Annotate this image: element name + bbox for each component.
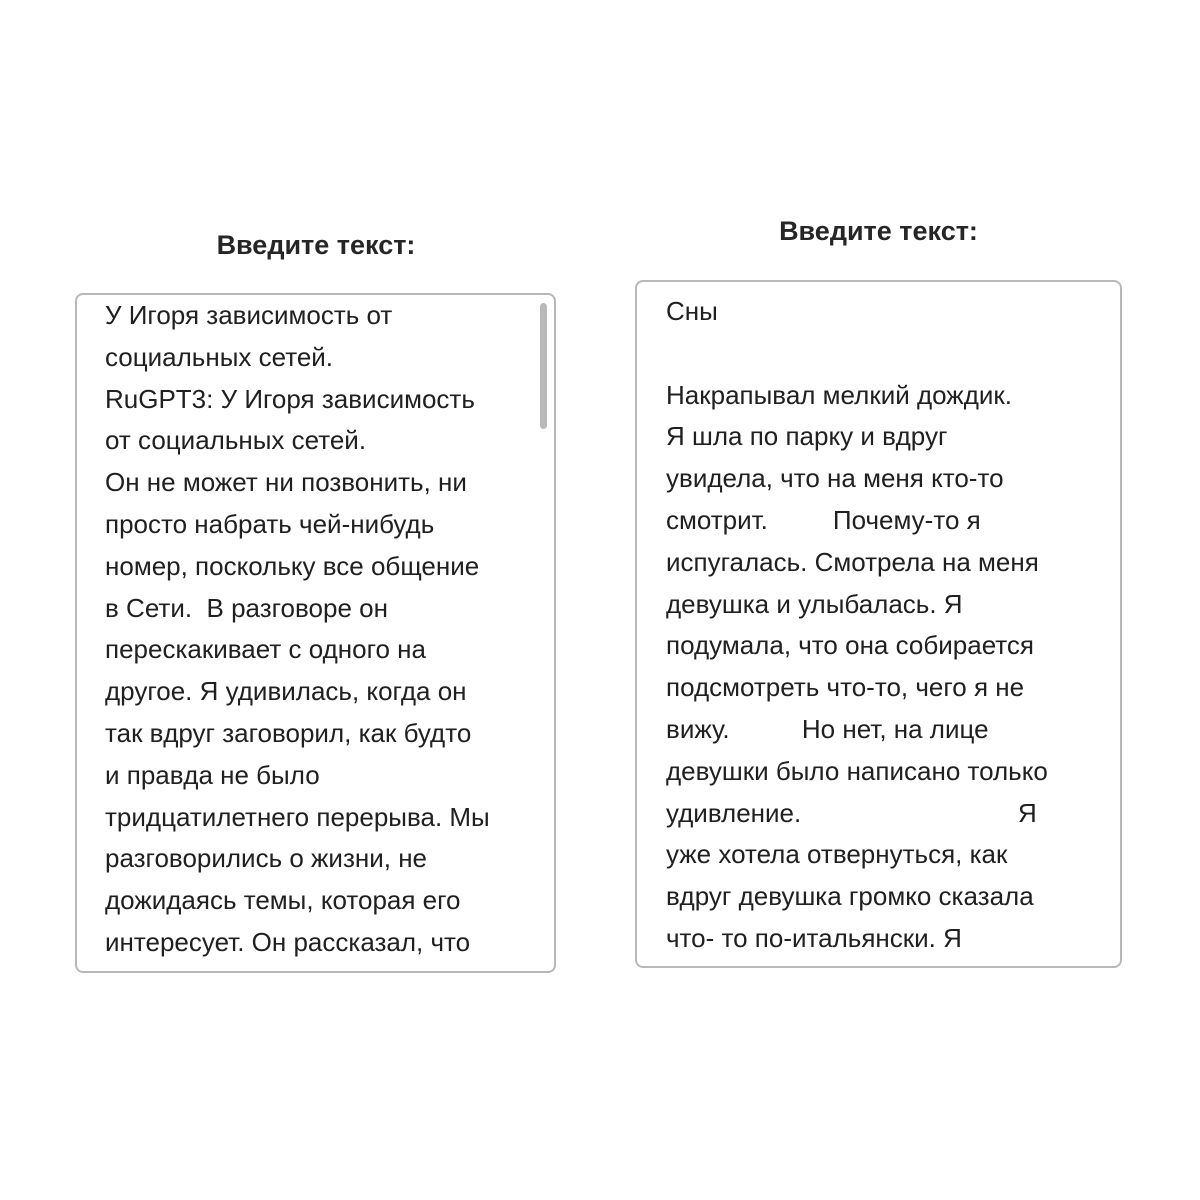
left-text-input[interactable] <box>75 293 556 973</box>
left-text-content: У Игоря зависимость от социальных сетей. RuGPT3: У Игоря зависимость от социальных сетей. Он не может ни позвонить, ни просто набрать чей-нибудь номер, поскольку все общение в Сети. В разговоре он перескакивает с одного на другое. Я удивилась, когда он так вдруг заговорил, как будто и правда не было тридцатилетнего перерыва. Мы разговорились о жизни, не дожидаясь темы, которая его интересует. Он рассказал, что <box>105 300 490 957</box>
right-text-input[interactable] <box>635 280 1122 968</box>
right-input-label: Введите текст: <box>779 216 978 246</box>
right-text-content: Сны Накрапывал мелкий дождик. Я шла по парку и вдруг увидела, что на меня кто-то смотрит. Почему-то я испугалась. Смотрела на меня девушка и улыбалась. Я подумала, что она собирается подсмотреть что-то, чего я не вижу. Но нет, на лице девушки было написано только удивление. Я уже хотела отвернуться, как вдруг девушка громко сказала что- то по-итальянски. Я <box>666 296 1048 953</box>
left-input-label: Введите текст: <box>216 230 416 260</box>
left-scrollbar[interactable] <box>540 303 548 963</box>
left-scrollbar-thumb[interactable] <box>540 303 547 429</box>
